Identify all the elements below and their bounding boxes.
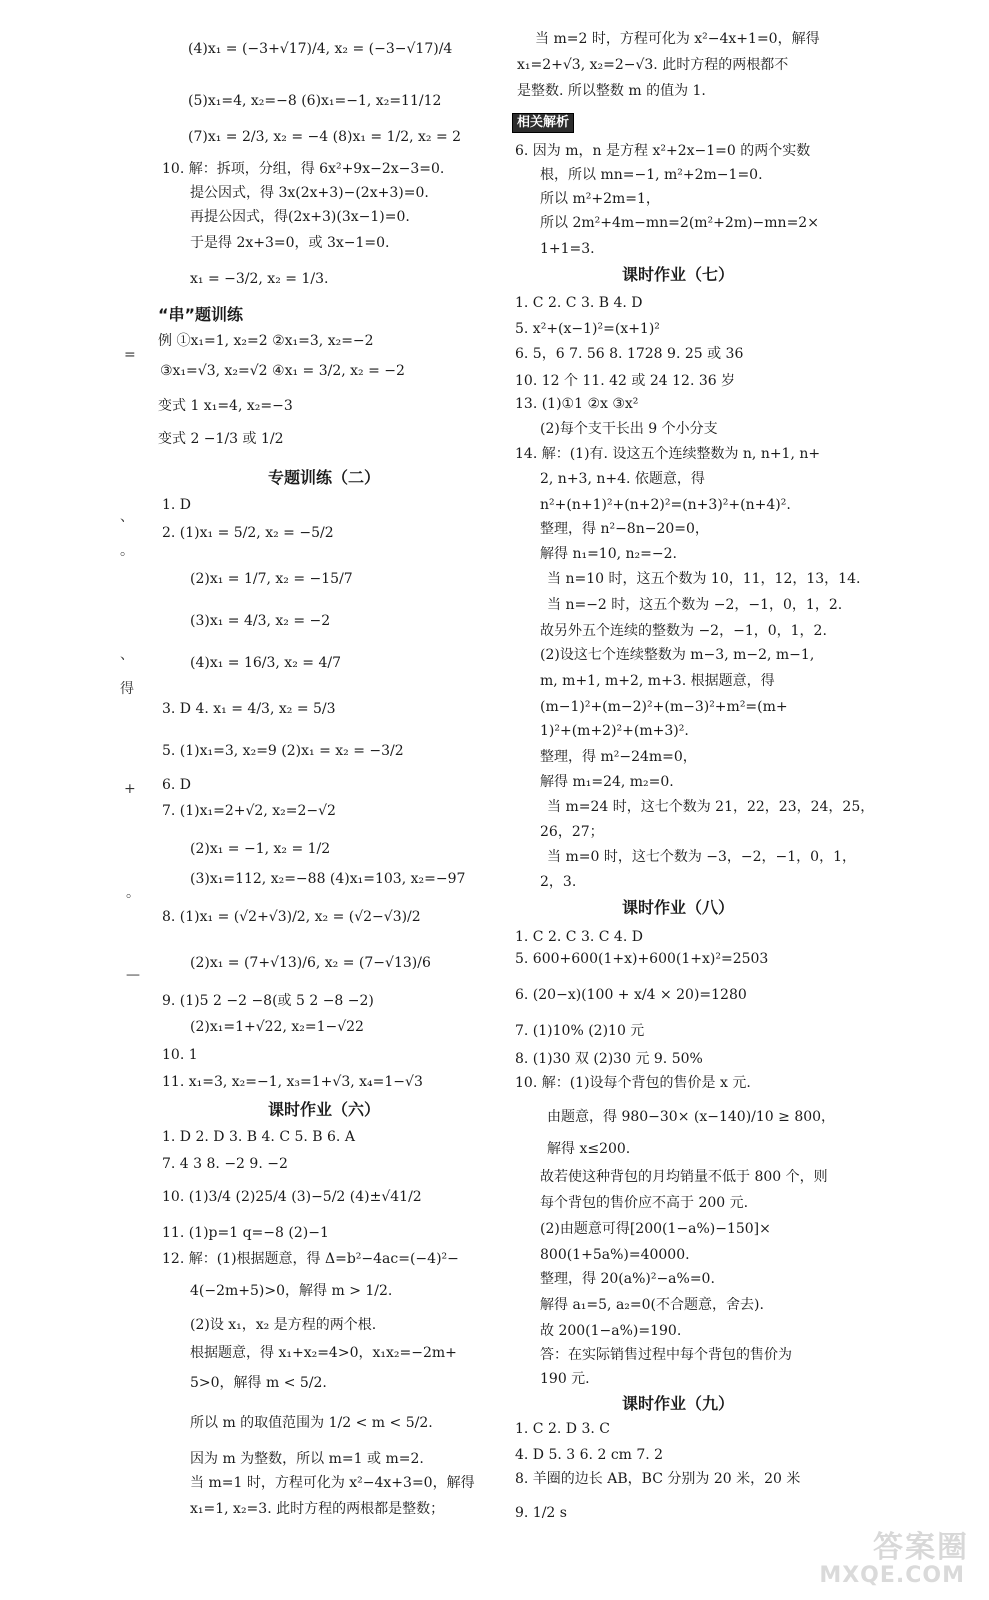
answer-line: (4)x₁ = (−3+√17)/4, x₂ = (−3−√17)/4 xyxy=(188,41,453,57)
section-heading: “串”题训练 xyxy=(158,305,244,324)
answer-line: 2, n+3, n+4. 依题意，得 xyxy=(540,471,705,487)
answer-line: 当 m=2 时，方程可化为 x²−4x+1=0，解得 xyxy=(535,31,820,47)
answer-line: (4)x₁ = 16/3, x₂ = 4/7 xyxy=(190,655,341,671)
answer-line: 根，所以 mn=−1, m²+2m−1=0. xyxy=(540,167,763,183)
answer-line: 10. 1 xyxy=(162,1047,198,1063)
answer-line: 5. 600+600(1+x)+600(1+x)²=2503 xyxy=(515,951,769,967)
answer-line: 13. (1)①1 ②x ③x² xyxy=(515,396,639,412)
answer-line: 14. 解：(1)有. 设这五个连续整数为 n, n+1, n+ xyxy=(515,446,821,462)
answer-line: 6. 5，6 7. 56 8. 1728 9. 25 或 36 xyxy=(515,346,744,362)
answer-line: 再提公因式，得(2x+3)(3x−1)=0. xyxy=(190,209,410,225)
answer-line: 1+1=3. xyxy=(540,241,595,257)
answer-line: 变式 2 −1/3 或 1/2 xyxy=(158,431,284,447)
section-heading: 课时作业（七） xyxy=(622,265,735,284)
answer-line: 5>0，解得 m < 5/2. xyxy=(190,1375,327,1391)
answer-line: 2，3. xyxy=(540,874,577,890)
answer-line: 整理，得 n²−8n−20=0， xyxy=(540,521,709,537)
margin-mark: + xyxy=(124,781,136,797)
margin-mark: — xyxy=(126,967,140,983)
answer-line: (2)每个支干长出 9 个小分支 xyxy=(540,421,718,437)
answer-line: 800(1+5a%)=40000. xyxy=(540,1247,690,1263)
answer-line: (m−1)²+(m−2)²+(m−3)²+m²=(m+ xyxy=(540,699,788,715)
answer-line: 变式 1 x₁=4, x₂=−3 xyxy=(158,398,293,414)
margin-mark: = xyxy=(124,347,136,363)
answer-line: 所以 m²+2m=1， xyxy=(540,191,660,207)
answer-line: 1. C 2. C 3. C 4. D xyxy=(515,929,643,945)
answer-line: 解得 m₁=24, m₂=0. xyxy=(540,774,674,790)
answer-line: (3)x₁ = 4/3, x₂ = −2 xyxy=(190,613,331,629)
answer-line: (2)设 x₁，x₂ 是方程的两个根. xyxy=(190,1317,377,1333)
answer-line: 4. D 5. 3 6. 2 cm 7. 2 xyxy=(515,1447,664,1463)
answer-line: 7. (1)10% (2)10 元 xyxy=(515,1023,645,1039)
answer-line: 故若使这种背包的月均销量不低于 800 个，则 xyxy=(540,1169,828,1185)
answer-line: 6. D xyxy=(162,777,192,793)
answer-line: 6. (20−x)(100 + x/4 × 20)=1280 xyxy=(515,987,747,1003)
answer-line: 故 200(1−a%)=190. xyxy=(540,1323,682,1339)
answer-line: ③x₁=√3, x₂=√2 ④x₁ = 3/2, x₂ = −2 xyxy=(160,363,405,379)
answer-line: (2)由题意可得[200(1−a%)−150]× xyxy=(540,1221,771,1237)
section-heading: 课时作业（八） xyxy=(622,898,735,917)
margin-mark: 得 xyxy=(120,681,134,697)
answer-line: x₁ = −3/2, x₂ = 1/3. xyxy=(190,271,329,287)
answer-line: 5. x²+(x−1)²=(x+1)² xyxy=(515,321,660,337)
answer-line: 10. (1)3/4 (2)25/4 (3)−5/2 (4)±√41/2 xyxy=(162,1189,422,1205)
section-heading: 专题训练（二） xyxy=(268,468,381,487)
answer-line: (7)x₁ = 2/3, x₂ = −4 (8)x₁ = 1/2, x₂ = 2 xyxy=(188,129,462,145)
answer-line: 因为 m 为整数，所以 m=1 或 m=2. xyxy=(190,1451,424,1467)
answer-line: 当 n=10 时，这五个数为 10，11，12，13，14. xyxy=(547,571,861,587)
answer-line: 当 m=24 时，这七个数为 21，22，23，24，25， xyxy=(547,799,875,815)
answer-line: 当 m=1 时，方程可化为 x²−4x+3=0，解得 xyxy=(190,1475,475,1491)
answer-line: 4(−2m+5)>0，解得 m > 1/2. xyxy=(190,1283,393,1299)
answer-line: 11. x₁=3, x₂=−1, x₃=1+√3, x₄=1−√3 xyxy=(162,1074,423,1090)
answer-line: 7. (1)x₁=2+√2, x₂=2−√2 xyxy=(162,803,336,819)
answer-line: (2)x₁ = (7+√13)/6, x₂ = (7−√13)/6 xyxy=(190,955,431,971)
section-heading: 课时作业（六） xyxy=(268,1100,381,1119)
answer-line: 所以 2m²+4m−mn=2(m²+2m)−mn=2× xyxy=(540,215,819,231)
answer-line: 12. 解：(1)根据题意，得 Δ=b²−4ac=(−4)²− xyxy=(162,1251,459,1267)
margin-mark: 。 xyxy=(120,543,134,559)
answer-line: 1. C 2. C 3. B 4. D xyxy=(515,295,643,311)
answer-line: 提公因式，得 3x(2x+3)−(2x+3)=0. xyxy=(190,185,429,201)
answer-line: 10. 解：(1)设每个背包的售价是 x 元. xyxy=(515,1075,751,1091)
answer-line: 根据题意，得 x₁+x₂=4>0，x₁x₂=−2m+ xyxy=(190,1345,457,1361)
answer-line: 11. (1)p=1 q=−8 (2)−1 xyxy=(162,1225,329,1241)
answer-line: 8. 羊圈的边长 AB，BC 分别为 20 米，20 米 xyxy=(515,1471,801,1487)
answer-line: 所以 m 的取值范围为 1/2 < m < 5/2. xyxy=(190,1415,433,1431)
answer-line: (3)x₁=112, x₂=−88 (4)x₁=103, x₂=−97 xyxy=(190,871,466,887)
answer-line: 6. 因为 m，n 是方程 x²+2x−1=0 的两个实数 xyxy=(515,143,811,159)
answer-line: 7. 4 3 8. −2 9. −2 xyxy=(162,1156,288,1172)
right-column xyxy=(505,0,989,1600)
section-heading: 课时作业（九） xyxy=(622,1394,735,1413)
answer-line: 由题意，得 980−30× (x−140)/10 ≥ 800， xyxy=(547,1109,836,1125)
answer-line: 9. (1)5 2 −2 −8(或 5 2 −8 −2) xyxy=(162,993,374,1009)
answer-line: 1. D 2. D 3. B 4. C 5. B 6. A xyxy=(162,1129,355,1145)
margin-mark: 、 xyxy=(120,647,134,663)
answer-line: 答：在实际销售过程中每个背包的售价为 xyxy=(540,1347,792,1363)
answer-line: 整理，得 m²−24m=0， xyxy=(540,749,697,765)
answer-line: 解得 n₁=10, n₂=−2. xyxy=(540,546,677,562)
answer-line: 当 m=0 时，这七个数为 −3，−2，−1，0，1， xyxy=(547,849,856,865)
answer-line: 当 n=−2 时，这五个数为 −2，−1，0，1，2. xyxy=(547,597,843,613)
watermark-url: MXQE.COM xyxy=(819,1563,965,1588)
answer-line: (2)x₁ = 1/7, x₂ = −15/7 xyxy=(190,571,353,587)
watermark-logo-text: 答案圈 xyxy=(873,1530,969,1565)
answer-line: 190 元. xyxy=(540,1371,590,1387)
watermark xyxy=(799,1522,969,1588)
answer-line: m, m+1, m+2, m+3. 根据题意，得 xyxy=(540,673,775,689)
answer-line: 2. (1)x₁ = 5/2, x₂ = −5/2 xyxy=(162,525,334,541)
answer-line: 是整数. 所以整数 m 的值为 1. xyxy=(517,83,706,99)
answer-line: 整理，得 20(a%)²−a%=0. xyxy=(540,1271,715,1287)
answer-line: 解得 a₁=5, a₂=0(不合题意，舍去). xyxy=(540,1297,764,1313)
answer-line: n²+(n+1)²+(n+2)²=(n+3)²+(n+4)². xyxy=(540,497,791,513)
answer-line: 5. (1)x₁=3, x₂=9 (2)x₁ = x₂ = −3/2 xyxy=(162,743,404,759)
answer-line: x₁=2+√3, x₂=2−√3. 此时方程的两根都不 xyxy=(517,57,789,73)
answer-line: 解得 x≤200. xyxy=(547,1141,631,1157)
answer-line: 8. (1)30 双 (2)30 元 9. 50% xyxy=(515,1051,703,1067)
answer-line: 10. 解：拆项，分组，得 6x²+9x−2x−3=0. xyxy=(162,161,445,177)
answer-line: 1)²+(m+2)²+(m+3)². xyxy=(540,723,689,739)
answer-line: 故另外五个连续的整数为 −2，−1，0，1，2. xyxy=(540,623,827,639)
answer-line: 9. 1/2 s xyxy=(515,1505,567,1521)
answer-line: 3. D 4. x₁ = 4/3, x₂ = 5/3 xyxy=(162,701,336,717)
answer-line: 例 ①x₁=1, x₂=2 ②x₁=3, x₂=−2 xyxy=(158,333,374,349)
answer-line: (2)x₁ = −1, x₂ = 1/2 xyxy=(190,841,331,857)
answer-line: 8. (1)x₁ = (√2+√3)/2, x₂ = (√2−√3)/2 xyxy=(162,909,421,925)
margin-mark: 。 xyxy=(126,885,140,901)
margin-mark: 、 xyxy=(120,509,134,525)
answer-line: 每个背包的售价应不高于 200 元. xyxy=(540,1195,749,1211)
answer-line: (2)设这七个连续整数为 m−3, m−2, m−1, xyxy=(540,647,815,663)
answer-line: 26，27； xyxy=(540,824,604,840)
answer-line: (5)x₁=4, x₂=−8 (6)x₁=−1, x₂=11/12 xyxy=(188,93,442,109)
related-analysis-tag: 相关解析 xyxy=(512,113,574,133)
answer-line: 10. 12 个 11. 42 或 24 12. 36 岁 xyxy=(515,373,736,389)
answer-line: 1. C 2. D 3. C xyxy=(515,1421,610,1437)
answer-line: 1. D xyxy=(162,497,192,513)
answer-line: x₁=1, x₂=3. 此时方程的两根都是整数； xyxy=(190,1501,445,1517)
answer-line: 于是得 2x+3=0，或 3x−1=0. xyxy=(190,235,390,251)
answer-line: (2)x₁=1+√22, x₂=1−√22 xyxy=(190,1019,364,1035)
